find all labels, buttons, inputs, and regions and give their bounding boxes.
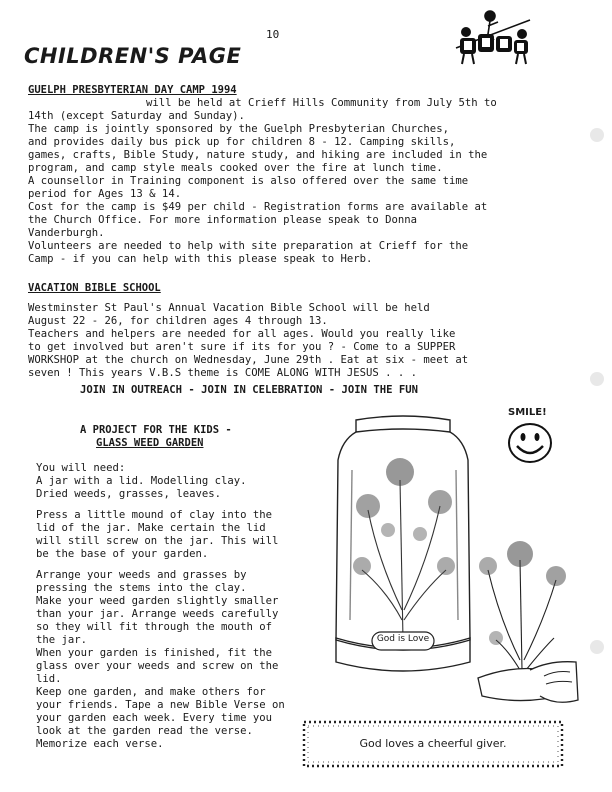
project-line: Dried weeds, grasses, leaves. xyxy=(36,488,221,500)
project-line: Arrange your weeds and grasses by xyxy=(36,569,247,581)
project-line: your garden each week. Every time you xyxy=(36,712,272,724)
vbs-line: seven ! This years V.B.S theme is COME ALONG WITH JESUS . . . xyxy=(28,367,418,379)
project-line: your friends. Tape a new Bible Verse on xyxy=(36,699,285,711)
project-line: be the base of your garden. xyxy=(36,548,209,560)
binder-hole xyxy=(590,128,604,142)
day-camp-line: Volunteers are needed to help with site preparation at Crieff for the xyxy=(28,240,469,252)
smile-label: SMILE! xyxy=(508,407,547,418)
project-line: When your garden is finished, fit the xyxy=(36,647,272,659)
binder-hole xyxy=(590,640,604,654)
vbs-line: Teachers and helpers are needed for all ages. Would you really like xyxy=(28,328,456,340)
day-camp-line: Cost for the camp is $49 per child - Registration forms are available at xyxy=(28,201,488,213)
vbs-line: August 22 - 26, for children ages 4 through 13. xyxy=(28,315,328,327)
jar-label: God is Love xyxy=(376,634,430,644)
page-number: 10 xyxy=(266,28,280,41)
verse-box xyxy=(300,718,566,770)
project-line: the jar. xyxy=(36,634,88,646)
children-holding-year-banner-icon xyxy=(452,8,534,66)
project-line: A jar with a lid. Modelling clay. xyxy=(36,475,247,487)
project-line: lid. xyxy=(36,673,62,685)
project-line: Make your weed garden slightly smaller xyxy=(36,595,279,607)
vbs-heading: VACATION BIBLE SCHOOL xyxy=(28,282,161,294)
day-camp-line: the Church Office. For more information please speak to Donna xyxy=(28,214,418,226)
page-title: CHILDREN'S PAGE xyxy=(24,44,242,68)
day-camp-line: program, and camp style meals cooked over the fire at lunch time. xyxy=(28,162,443,174)
project-line: Memorize each verse. xyxy=(36,738,164,750)
project-line: lid of the jar. Make certain the lid xyxy=(36,522,266,534)
project-title: A PROJECT FOR THE KIDS - xyxy=(80,424,232,436)
project-line: so they will fit through the mouth of xyxy=(36,621,272,633)
project-line: than your jar. Arrange weeds carefully xyxy=(36,608,279,620)
day-camp-line: A counsellor in Training component is also offered over the same time xyxy=(28,175,469,187)
day-camp-line: Camp - if you can help with this please speak to Herb. xyxy=(28,253,373,265)
hands-holding-weed-garden-icon xyxy=(470,510,580,720)
project-line: Keep one garden, and make others for xyxy=(36,686,266,698)
project-subtitle: GLASS WEED GARDEN xyxy=(96,437,204,449)
project-line: Press a little mound of clay into the xyxy=(36,509,272,521)
vbs-line: WORKSHOP at the church on Wednesday, June 29th . Eat at six - meet at xyxy=(28,354,469,366)
day-camp-line: period for Ages 13 & 14. xyxy=(28,188,182,200)
project-line: will still screw on the jar. This will xyxy=(36,535,279,547)
vbs-line: to get involved but aren't sure if its for you ? - Come to a SUPPER xyxy=(28,341,456,353)
project-line: look at the garden read the verse. xyxy=(36,725,253,737)
day-camp-line: and provides daily bus pick up for children 8 - 12. Camping skills, xyxy=(28,136,456,148)
day-camp-line: games, crafts, Bible Study, nature study, and hiking are included in the xyxy=(28,149,488,161)
project-line: pressing the stems into the clay. xyxy=(36,582,247,594)
project-line: You will need: xyxy=(36,462,126,474)
day-camp-heading: GUELPH PRESBYTERIAN DAY CAMP 1994 xyxy=(28,84,237,96)
glass-jar-weed-garden-icon xyxy=(328,410,478,680)
project-line: glass over your weeds and screw on the xyxy=(36,660,279,672)
day-camp-line: Vanderburgh. xyxy=(28,227,105,239)
verse-text: God loves a cheerful giver. xyxy=(359,737,507,750)
day-camp-line: will be held at Crieff Hills Community from July 5th to xyxy=(146,97,497,109)
vbs-line: Westminster St Paul's Annual Vacation Bible School will be held xyxy=(28,302,430,314)
smiley-face-icon xyxy=(505,420,555,466)
day-camp-line: The camp is jointly sponsored by the Guelph Presbyterian Churches, xyxy=(28,123,449,135)
binder-hole xyxy=(590,372,604,386)
day-camp-line: 14th (except Saturday and Sunday). xyxy=(28,110,245,122)
vbs-banner: JOIN IN OUTREACH - JOIN IN CELEBRATION - JOIN THE FUN xyxy=(80,384,419,396)
